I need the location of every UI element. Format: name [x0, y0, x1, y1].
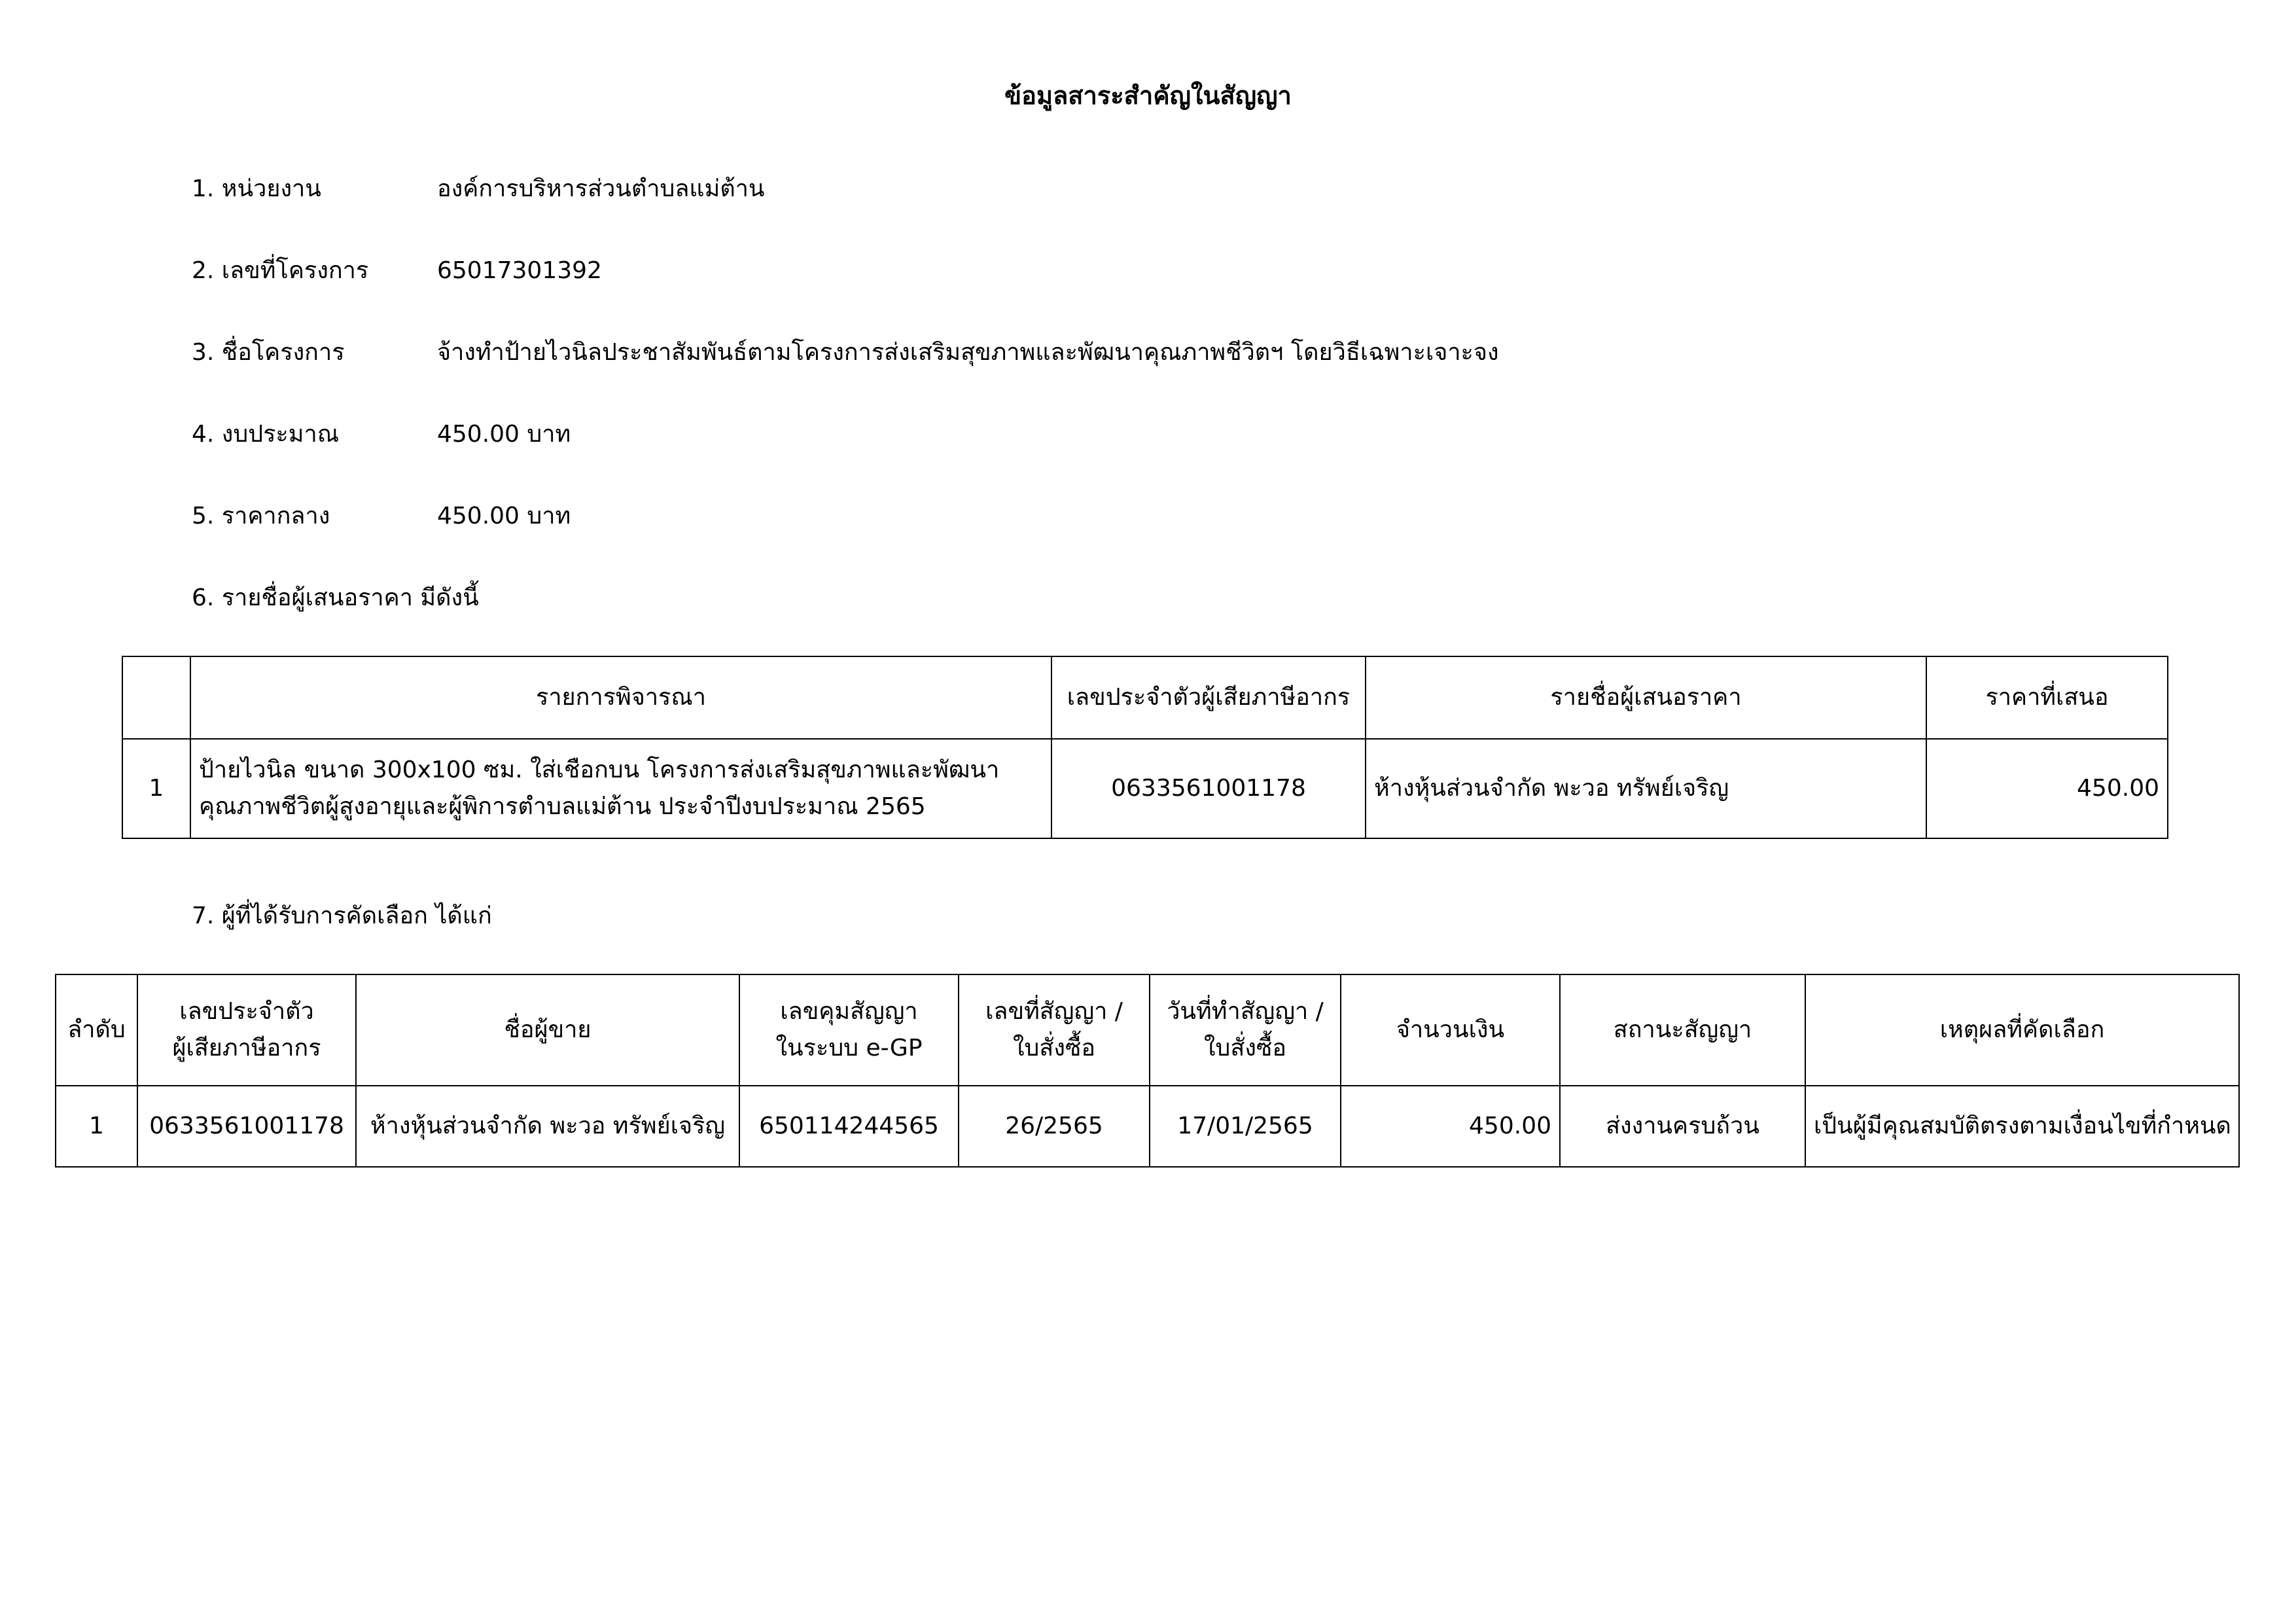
bidders-header-item: รายการพิจารณา	[190, 656, 1051, 739]
winner-amount: 450.00	[1341, 1086, 1560, 1167]
field-budget-label: 4. งบประมาณ	[192, 421, 340, 448]
winners-header-contract-date-line1: วันที่ทำสัญญา /	[1167, 998, 1324, 1025]
winner-contract-date: 17/01/2565	[1150, 1086, 1341, 1167]
winners-header-seller: ชื่อผู้ขาย	[356, 974, 739, 1086]
winners-header-tax-id	[137, 974, 356, 1086]
bidder-no: 1	[122, 739, 190, 838]
winner-egp: 650114244565	[739, 1086, 959, 1167]
winners-header-egp-line2: ในระบบ e-GP	[775, 1035, 923, 1061]
field-project-name-value: จ้างทำป้ายไวนิลประชาสัมพันธ์ตามโครงการส่งเสริมสุขภาพและพัฒนาคุณภาพชีวิตฯ โดยวิธีเฉพาะเจาะจง	[437, 339, 1499, 366]
winners-heading: 7. ผู้ที่ได้รับการคัดเลือก ได้แก่	[192, 902, 492, 929]
page-title: ข้อมูลสาระสำคัญในสัญญา	[1004, 81, 1292, 110]
field-agency-value: องค์การบริหารส่วนตำบลแม่ต้าน	[437, 175, 765, 202]
bidder-price: 450.00	[1926, 739, 2168, 838]
bidder-item-line2: คุณภาพชีวิตผู้สูงอายุและผู้พิการตำบลแม่ต้าน ประจำปีงบประมาณ 2565	[199, 793, 926, 820]
winners-header-contract-date-line2: ใบสั่งซื้อ	[1203, 1035, 1287, 1061]
field-agency-label: 1. หน่วยงาน	[192, 175, 321, 202]
bidders-heading: 6. รายชื่อผู้เสนอราคา มีดังนี้	[192, 584, 479, 611]
winner-status: ส่งงานครบถ้วน	[1560, 1086, 1805, 1167]
winners-header-tax-id-line1: เลขประจำตัว	[179, 998, 314, 1025]
table-row	[122, 739, 2168, 838]
field-reference-price-label: 5. ราคากลาง	[192, 503, 330, 529]
winners-table-header	[56, 974, 2239, 1086]
winner-seller: ห้างหุ้นส่วนจำกัด พะวอ ทรัพย์เจริญ	[356, 1086, 739, 1167]
bidder-name: ห้างหุ้นส่วนจำกัด พะวอ ทรัพย์เจริญ	[1366, 739, 1926, 838]
bidders-table-header	[122, 656, 2168, 739]
winner-order: 1	[56, 1086, 137, 1167]
winners-header-egp	[739, 974, 959, 1086]
bidders-header-tax-id: เลขประจำตัวผู้เสียภาษีอากร	[1051, 656, 1366, 739]
field-budget-value: 450.00 บาท	[437, 421, 571, 448]
field-project-name-label: 3. ชื่อโครงการ	[192, 339, 345, 366]
field-reference-price-value: 450.00 บาท	[437, 503, 571, 529]
field-project-number-label: 2. เลขที่โครงการ	[192, 257, 369, 284]
bidders-header-no	[122, 656, 190, 739]
winner-tax-id: 0633561001178	[137, 1086, 356, 1167]
winners-header-contract-date	[1150, 974, 1341, 1086]
winners-header-amount: จำนวนเงิน	[1341, 974, 1560, 1086]
bidders-table	[122, 656, 2168, 839]
bidder-item	[190, 739, 1051, 838]
winner-contract-no: 26/2565	[959, 1086, 1150, 1167]
winners-table	[55, 974, 2240, 1168]
winners-header-order: ลำดับ	[56, 974, 137, 1086]
winners-header-contract-no-line1: เลขที่สัญญา /	[985, 998, 1123, 1025]
table-row	[56, 1086, 2239, 1167]
bidders-header-bidder: รายชื่อผู้เสนอราคา	[1366, 656, 1926, 739]
winners-header-status: สถานะสัญญา	[1560, 974, 1805, 1086]
winners-header-contract-no	[959, 974, 1150, 1086]
bidder-tax-id: 0633561001178	[1051, 739, 1366, 838]
winner-reason: เป็นผู้มีคุณสมบัติตรงตามเงื่อนไขที่กำหนด	[1805, 1086, 2239, 1167]
field-project-number-value: 65017301392	[437, 257, 602, 284]
winners-header-egp-line1: เลขคุมสัญญา	[780, 998, 918, 1025]
bidders-header-price: ราคาที่เสนอ	[1926, 656, 2168, 739]
winners-header-reason: เหตุผลที่คัดเลือก	[1805, 974, 2239, 1086]
winners-header-contract-no-line2: ใบสั่งซื้อ	[1012, 1035, 1096, 1061]
winners-header-tax-id-line2: ผู้เสียภาษีอากร	[172, 1035, 321, 1061]
bidder-item-line1: ป้ายไวนิล ขนาด 300x100 ซม. ใส่เชือกบน โครงการส่งเสริมสุขภาพและพัฒนา	[199, 757, 1000, 783]
